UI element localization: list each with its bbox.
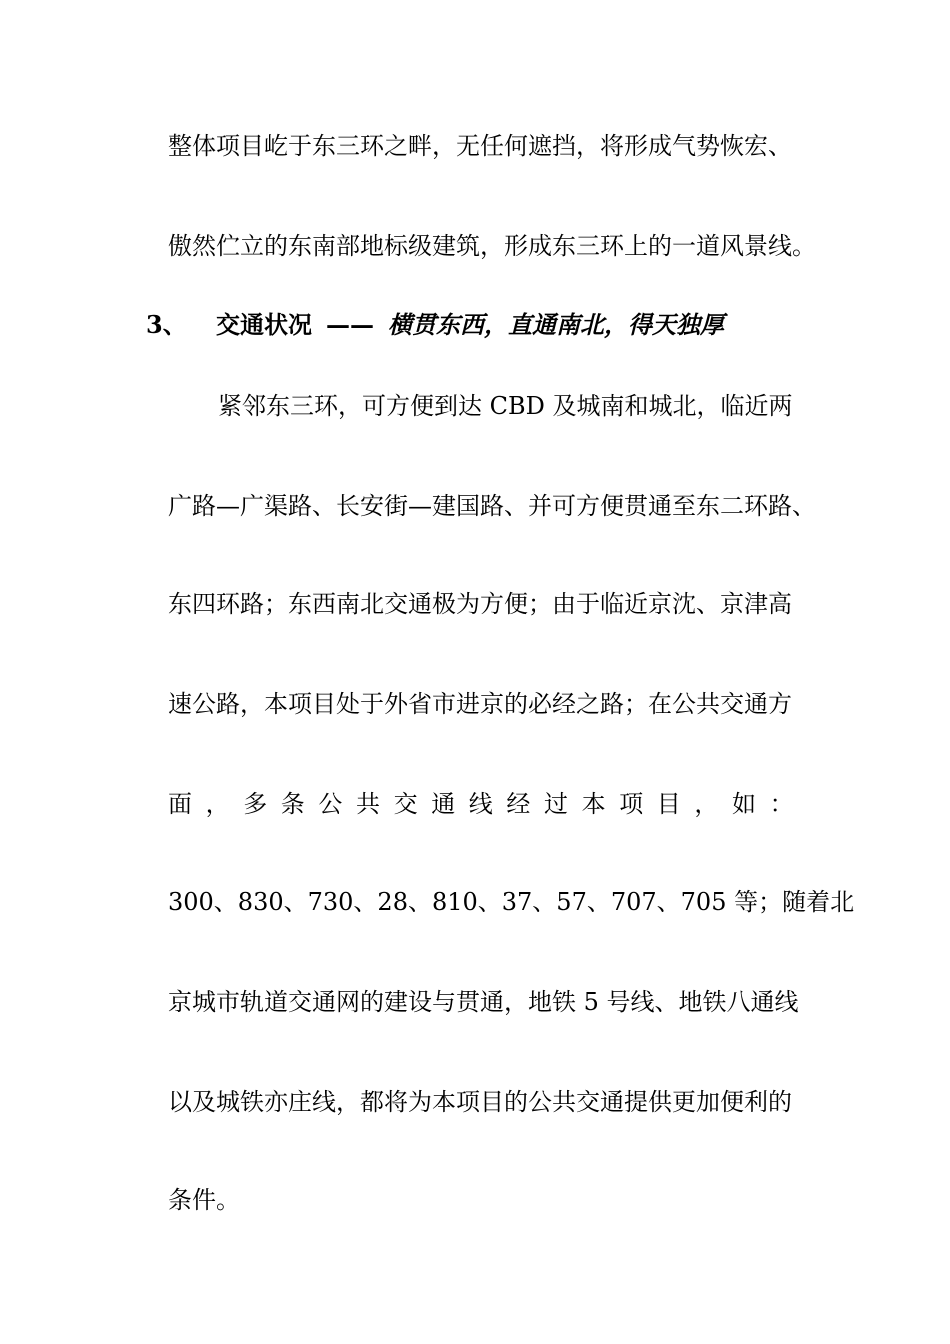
paragraph-2-line-3: 东四环路；东西南北交通极为方便；由于临近京沈、京津高 <box>168 590 792 618</box>
section-number: 3、 <box>146 310 187 339</box>
paragraph-2-line-4: 速公路，本项目处于外省市进京的必经之路；在公共交通方 <box>168 690 792 718</box>
paragraph-2-line-6: 300、830、730、28、810、37、57、707、705 等；随着北 <box>168 888 855 916</box>
paragraph-2-line-2: 广路—广渠路、长安街—建国路、并可方便贯通至东二环路、 <box>168 492 816 520</box>
paragraph-1-line-2: 傲然伫立的东南部地标级建筑，形成东三环上的一道风景线。 <box>168 232 816 260</box>
section-title: 交通状况 <box>216 310 312 339</box>
section-3-heading <box>146 310 724 340</box>
paragraph-2-line-5: 面，多条公共交通线经过本项目，如： <box>168 790 808 818</box>
paragraph-2-line-1: 紧邻东三环，可方便到达 CBD 及城南和城北，临近两 <box>218 392 793 420</box>
paragraph-2-line-9: 条件。 <box>168 1186 240 1214</box>
paragraph-1-line-1: 整体项目屹于东三环之畔，无任何遮挡，将形成气势恢宏、 <box>168 132 792 160</box>
section-dash: —— <box>326 310 374 339</box>
section-slogan: 横贯东西，直通南北，得天独厚 <box>388 310 724 339</box>
paragraph-2-line-7: 京城市轨道交通网的建设与贯通，地铁 5 号线、地铁八通线 <box>168 988 799 1016</box>
paragraph-2-line-8: 以及城铁亦庄线，都将为本项目的公共交通提供更加便利的 <box>168 1088 792 1116</box>
